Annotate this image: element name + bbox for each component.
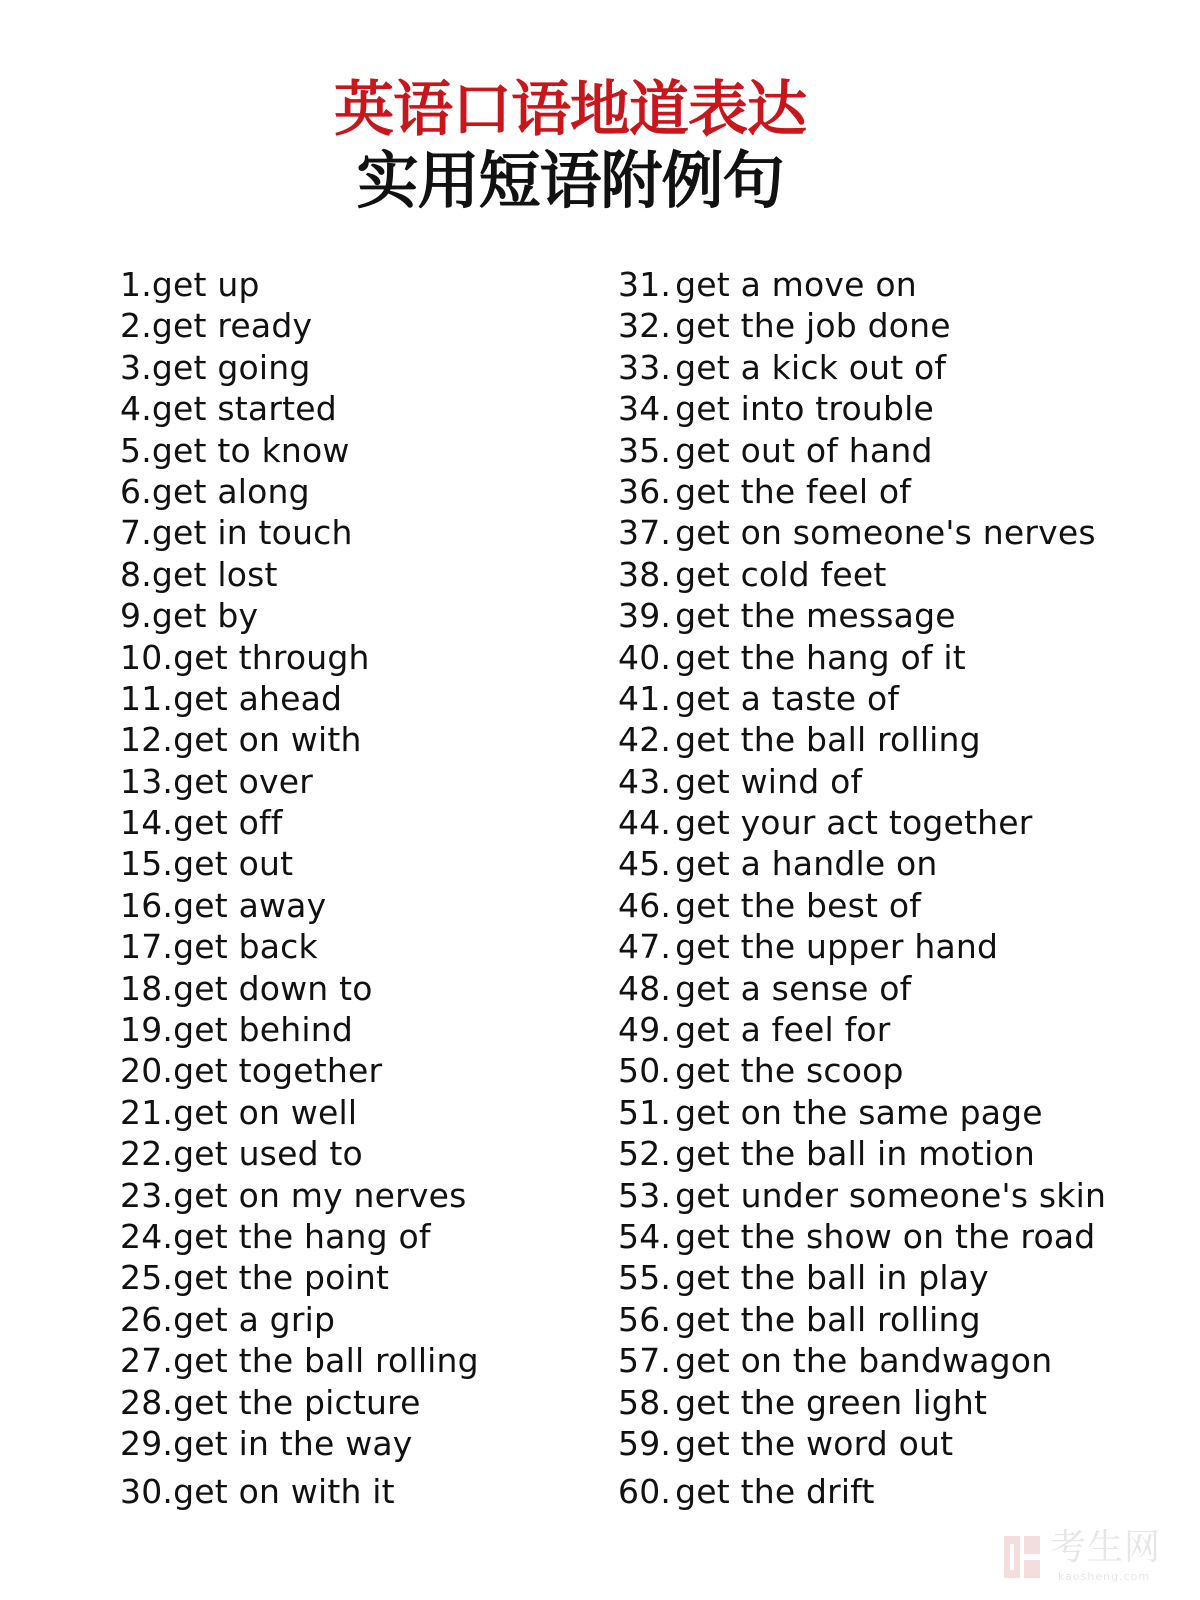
list-item [120,430,580,471]
item-number: 41. [618,678,672,718]
item-number: 43. [618,761,672,801]
item-number: 57. [618,1341,672,1381]
list-item [618,1299,1178,1340]
list-item [618,1471,1178,1512]
item-phrase: get in the way [173,1423,413,1463]
item-number: 37. [618,513,672,553]
item-phrase: get the point [173,1258,390,1298]
watermark-brand: 考生网 [1050,1527,1162,1568]
item-number: 39. [618,596,672,636]
item-number: 6. [120,471,152,511]
item-phrase: get the best of [675,885,922,925]
list-item [120,678,580,719]
list-item [120,802,580,843]
item-number: 47. [618,927,672,967]
item-number: 49. [618,1010,672,1050]
item-number: 24. [120,1216,174,1256]
item-number: 27. [120,1341,174,1381]
item-phrase: get a handle on [675,844,938,884]
list-item [618,1382,1178,1423]
list-item [618,1423,1178,1464]
item-phrase: get over [173,761,313,801]
list-item [120,305,580,346]
item-number: 60. [618,1472,672,1512]
item-phrase: get on the same page [675,1092,1043,1132]
list-item [120,1471,580,1512]
page-subtitle: 实用短语附例句 [356,144,784,217]
list-item [120,388,580,429]
list-item [618,1133,1178,1174]
item-number: 29. [120,1423,174,1463]
list-item [120,1133,580,1174]
list-item [120,554,580,595]
item-phrase: get under someone's skin [675,1175,1107,1215]
list-item [120,843,580,884]
item-phrase: get ahead [173,678,343,718]
item-number: 54. [618,1216,672,1256]
item-phrase: get out [173,844,294,884]
list-item [120,595,580,636]
item-phrase: get the ball rolling [675,1299,981,1339]
list-item [618,264,1178,305]
item-phrase: get on well [173,1092,358,1132]
item-number: 23. [120,1175,174,1215]
item-number: 45. [618,844,672,884]
item-number: 25. [120,1258,174,1298]
item-phrase: get up [151,265,260,304]
list-item [120,512,580,553]
item-number: 31. [618,265,672,304]
list-item [120,885,580,926]
list-item [618,1257,1178,1298]
item-phrase: get along [151,471,310,511]
page-title: 英语口语地道表达 [334,75,806,145]
kaosheng-logo-icon [1002,1534,1042,1580]
item-number: 38. [618,554,672,594]
item-phrase: get the ball in play [675,1258,989,1298]
list-item [618,1340,1178,1381]
item-phrase: get on someone's nerves [675,513,1096,553]
item-number: 58. [618,1382,672,1422]
item-number: 44. [618,803,672,843]
item-number: 35. [618,430,672,470]
list-item [120,1050,580,1091]
list-item [120,926,580,967]
item-number: 4. [120,389,152,429]
watermark [1002,1528,1182,1588]
item-number: 40. [618,637,672,677]
item-phrase: get wind of [675,761,863,801]
item-number: 51. [618,1092,672,1132]
list-item [618,1175,1178,1216]
list-item [120,347,580,388]
item-phrase: get the show on the road [675,1216,1096,1256]
item-phrase: get cold feet [675,554,887,594]
item-phrase: get a sense of [675,968,912,1008]
phrase-list-right [618,264,1178,1513]
item-number: 7. [120,513,152,553]
list-item [120,471,580,512]
item-phrase: get the ball in motion [675,1134,1035,1174]
list-item [618,512,1178,553]
item-phrase: get started [151,389,337,429]
phrase-list-left [120,264,580,1513]
item-phrase: get the hang of it [675,637,966,677]
item-number: 50. [618,1051,672,1091]
list-item [618,637,1178,678]
list-item [618,388,1178,429]
item-number: 13. [120,761,174,801]
item-number: 19. [120,1010,174,1050]
item-phrase: get the green light [675,1382,988,1422]
item-number: 18. [120,968,174,1008]
item-phrase: get the job done [675,306,951,346]
item-phrase: get on my nerves [173,1175,467,1215]
item-phrase: get the ball rolling [173,1341,479,1381]
item-phrase: get a move on [675,265,917,304]
list-item [618,719,1178,760]
item-phrase: get going [151,347,311,387]
watermark-url: kaosheng.com [1058,1570,1151,1583]
item-phrase: get in touch [151,513,353,553]
list-item [618,1009,1178,1050]
item-phrase: get used to [173,1134,363,1174]
item-phrase: get the message [675,596,956,636]
item-number: 36. [618,471,672,511]
item-number: 34. [618,389,672,429]
list-item [618,1092,1178,1133]
item-phrase: get on with it [173,1472,395,1512]
list-item [120,1009,580,1050]
item-phrase: get down to [173,968,373,1008]
item-number: 9. [120,596,152,636]
item-number: 1. [120,265,152,304]
list-item [120,1423,580,1464]
item-phrase: get behind [173,1010,353,1050]
list-item [618,802,1178,843]
list-item [120,1340,580,1381]
item-number: 30. [120,1472,174,1512]
list-item [120,1382,580,1423]
list-item [120,719,580,760]
list-item [618,471,1178,512]
list-item [618,761,1178,802]
item-number: 11. [120,678,174,718]
item-number: 42. [618,720,672,760]
item-phrase: get the upper hand [675,927,999,967]
list-item [618,678,1178,719]
item-number: 5. [120,430,152,470]
item-number: 46. [618,885,672,925]
list-item [618,1050,1178,1091]
item-phrase: get out of hand [675,430,933,470]
item-phrase: get a kick out of [675,347,947,387]
item-phrase: get lost [151,554,278,594]
item-number: 21. [120,1092,174,1132]
item-phrase: get the drift [675,1472,875,1512]
item-number: 17. [120,927,174,967]
item-phrase: get to know [151,430,350,470]
list-item [618,1216,1178,1257]
item-phrase: get into trouble [675,389,934,429]
item-phrase: get a grip [173,1299,336,1339]
list-item [618,430,1178,471]
item-phrase: get the hang of [173,1216,431,1256]
item-phrase: get a taste of [675,678,900,718]
list-item [120,761,580,802]
item-phrase: get through [173,637,370,677]
list-item [618,305,1178,346]
item-number: 2. [120,306,152,346]
item-phrase: get the word out [675,1423,954,1463]
item-phrase: get the feel of [675,471,912,511]
item-number: 16. [120,885,174,925]
list-item [120,1299,580,1340]
item-number: 56. [618,1299,672,1339]
item-number: 28. [120,1382,174,1422]
item-phrase: get by [151,596,259,636]
item-phrase: get away [173,885,327,925]
item-phrase: get your act together [675,803,1033,843]
list-item [618,885,1178,926]
list-item [618,926,1178,967]
list-item [618,347,1178,388]
list-item [618,554,1178,595]
item-number: 20. [120,1051,174,1091]
list-item [120,264,580,305]
item-number: 32. [618,306,672,346]
list-item [618,843,1178,884]
item-number: 48. [618,968,672,1008]
item-phrase: get ready [151,306,313,346]
list-item [618,968,1178,1009]
item-number: 53. [618,1175,672,1215]
item-number: 8. [120,554,152,594]
list-item [120,1216,580,1257]
item-number: 52. [618,1134,672,1174]
item-number: 22. [120,1134,174,1174]
item-number: 14. [120,803,174,843]
item-number: 15. [120,844,174,884]
item-number: 59. [618,1423,672,1463]
item-number: 10. [120,637,174,677]
item-phrase: get back [173,927,318,967]
item-number: 33. [618,347,672,387]
item-phrase: get the ball rolling [675,720,981,760]
item-phrase: get together [173,1051,383,1091]
item-number: 55. [618,1258,672,1298]
item-phrase: get a feel for [675,1010,891,1050]
list-item [120,637,580,678]
list-item [120,1092,580,1133]
list-item [120,968,580,1009]
item-phrase: get the scoop [675,1051,904,1091]
item-phrase: get the picture [173,1382,421,1422]
list-item [120,1257,580,1298]
item-phrase: get on the bandwagon [675,1341,1053,1381]
list-item [120,1175,580,1216]
item-number: 3. [120,347,152,387]
item-number: 26. [120,1299,174,1339]
item-phrase: get off [173,803,283,843]
item-phrase: get on with [173,720,362,760]
item-number: 12. [120,720,174,760]
list-item [618,595,1178,636]
